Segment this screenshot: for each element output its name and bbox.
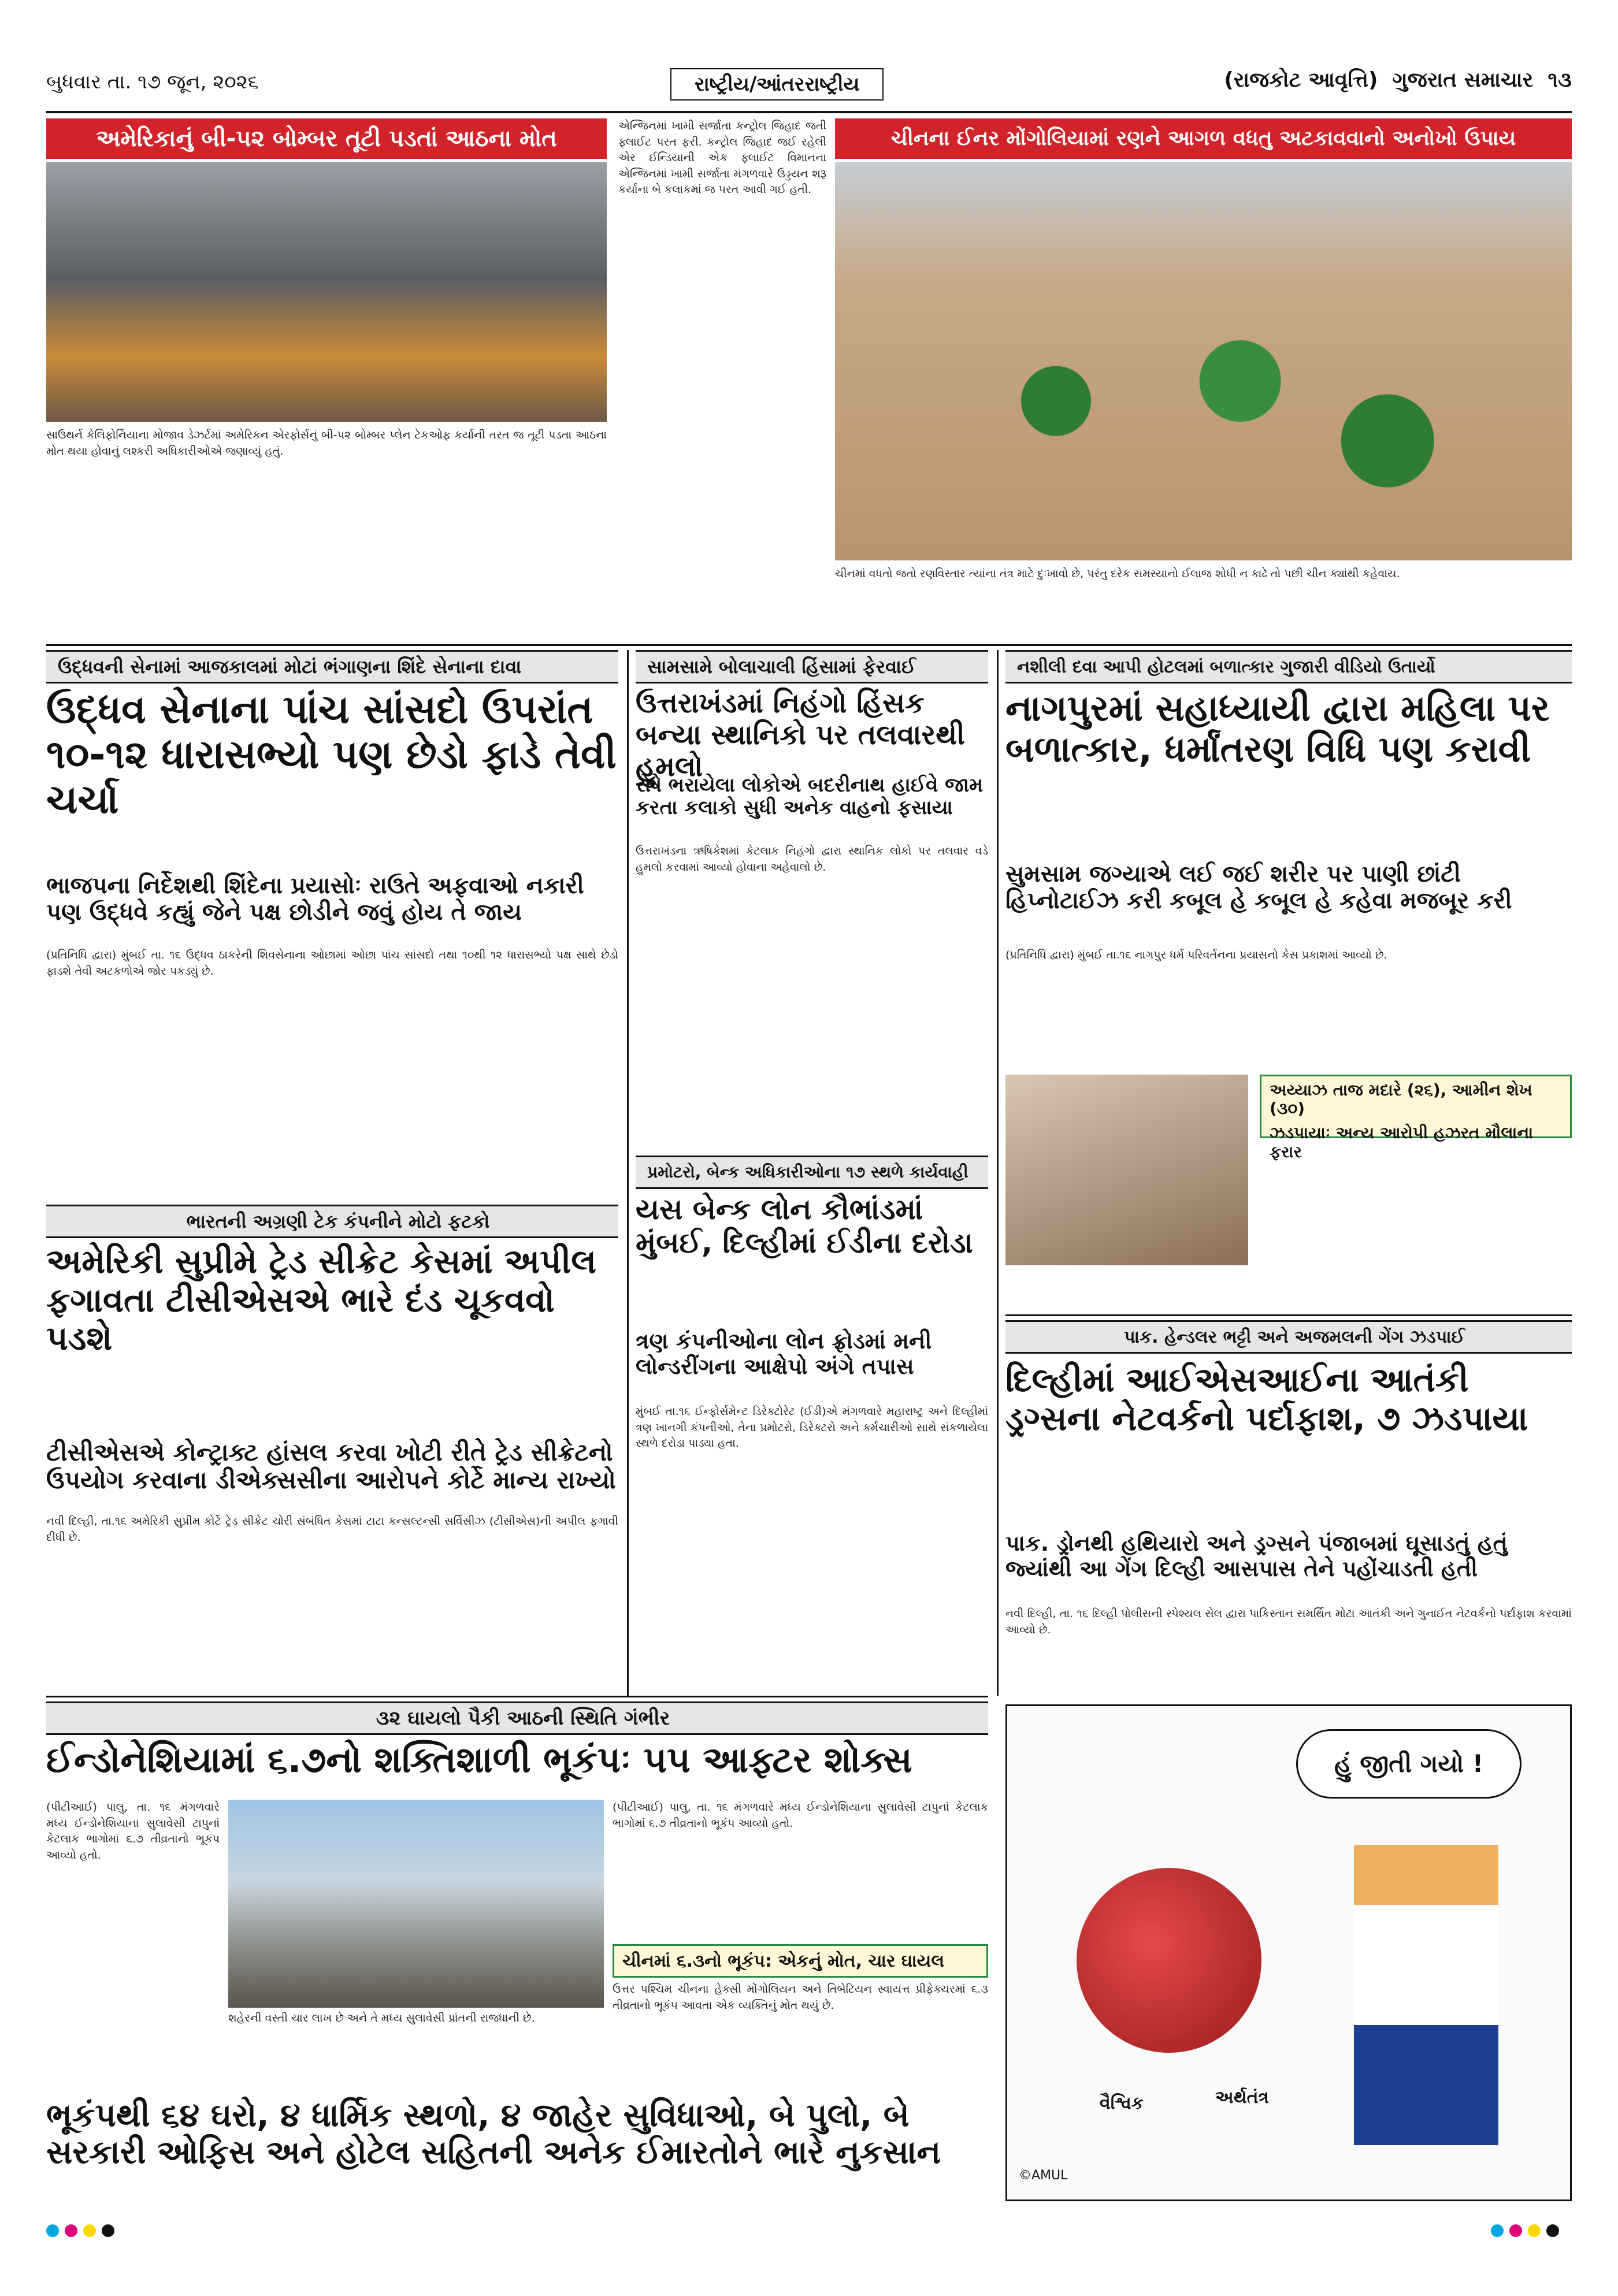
story2-caption: ચીનમાં વધતો જતો રણવિસ્તાર ત્યાંના તંત્ર માટે દુઃખાવો છે, પરંતુ દરેક સમસ્યાનો ઈલાજ શોધી ન કાઢે તો પછી ચીન ક્યાંથી કહેવાય. [835,567,1400,580]
page-number: ૧૩ [1548,68,1572,92]
story7-headline: નાગપુરમાં સહાધ્યાયી દ્વારા મહિલા પર બળાત્કાર, ધર્માંતરણ વિધિ પણ કરાવી [1005,687,1550,771]
cartoon-label-1: વૈશ્વિક [1100,2093,1144,2113]
story6-kicker: પ્રમોટરો, બેન્ક અધિકારીઓના ૧૭ સ્થળે કાર્યવાહી [636,1156,988,1189]
bomber-crash-photo [46,162,607,422]
story1-band: અમેરિકાનું બી-૫૨ બોમ્બર તૂટી પડતાં આઠના મોત [46,118,607,159]
story9-headline: ઈન્ડોનેશિયામાં ૬.૭નો શક્તિશાળી ભૂકંપઃ ૫૫ આફ્ટર શોક્સ [46,1738,912,1781]
story7-kicker: નશીલી દવા આપી હોટલમાં બળાત્કાર ગુજારી વીડિયો ઉતાર્યો [1005,650,1572,683]
editorial-cartoon [1005,1704,1572,2201]
story3-body: (પ્રતિનિધિ દ્વારા) મુંબઈ તા. ૧૬ ઉદ્ધવ ઠાકરેની શિવસેનાના ઓછામાં ઓછા પાંચ સાંસદો તથા ૧૦થી ૧૨ ધારાસભ્યો પક્ષ સાથે છેડો ફાડશે તેવી અટકળોએ જોર પકડ્યું છે. [46,949,618,978]
earthquake-damage-photo [228,1800,604,2008]
registration-marks-right [1491,2224,1559,2237]
magenta-dot [1509,2224,1522,2237]
story1-caption: સાઉથર્ન કેલિફોર્નિયાના મોજાવ ડેઝર્ટમાં અમેરિકન એરફોર્સનું બી-૫૨ બોમ્બર પ્લેન ટેકઓફ કર્યાની તરત જ તૂટી પડતા આઠના મોત થયા હોવાનું લશ્કરી અધિકારીઓએ જણાવ્યું હતું. [46,429,607,458]
issue-date: બુધવાર તા. ૧૭ જૂન, ૨૦૨૬ [46,70,259,94]
story3-sub: ભાજપના નિર્દેશથી શિંદેના પ્રયાસોઃ રાઉતે અફવાઓ નકારી પણ ઉદ્ધવે કહ્યું જેને પક્ષ છોડીને જવું હોય તે જાય [46,872,584,926]
speech-bubble: હું જીતી ગયો ! [1296,1729,1521,1799]
story4-sub: ટીસીએસએ કોન્ટ્રાક્ટ હાંસલ કરવા ખોટી રીતે ટ્રેડ સીક્રેટનો ઉપયોગ કરવાના ડીએક્સસીના આરોપને કોર્ટે માન્ય રાખ્યો [46,1438,616,1495]
story9-body: (પીટીઆઈ) પાલુ, તા. ૧૬ મંગળવારે મધ્ય ઈન્ડોનેશિયાના સુલાવેસી ટાપુનાં કેટલાક ભાગોમાં ૬.૭ તીવ્રતાનો ભૂકંપ આવ્યો હતો. [46,1801,220,1862]
story10-body: ઉત્તર પશ્ચિમ ચીનના હેક્સી મોંગોલિયન અને તિબેટિયન સ્વાયત્ત પ્રીફેક્ચરમાં ૬.૩ તીવ્રતાનો ભૂકંપ આવતા એક વ્યક્તિનું મોત થયું છે. [613,1983,988,2012]
china-quake-box [613,1944,988,1978]
accused-line1: અય્યાઝ તાજ મદારે (૨૬), આમીન શેખ (૩૦) [1270,1080,1532,1119]
yellow-dot [1528,2224,1541,2237]
cyan-dot [46,2224,59,2237]
section-title: રાષ્ટ્રીય/આંતરરાષ્ટ્રીય [670,68,884,101]
story9-bottom-headline: ભૂકંપથી ૬૪ ઘરો, ૪ ધાર્મિક સ્થળો, ૪ જાહેર સુવિધાઓ, બે પુલો, બે સરકારી ઓફિસ અને હોટેલ સહિતની અનેક ઈમારતોને ભારે નુકસાન [46,2097,941,2172]
story8-headline: દિલ્હીમાં આઈએસઆઈના આતંકી ડ્રગ્સના નેટવર્કનો પર્દાફાશ, ૭ ઝડપાયા [1005,1360,1528,1438]
masthead [46,58,1572,113]
story7-sub: સુમસામ જગ્યાએ લઈ જઈ શરીર પર પાણી છાંટી હિપ્નોટાઈઝ કરી કબૂલ હે કબૂલ હે કહેવા મજબૂર કરી [1005,861,1512,914]
story8-sub: પાક. ડ્રોનથી હથિયારો અને ડ્રગ્સને પંજાબમાં ઘૂસાડતું હતું જ્યાંથી આ ગેંગ દિલ્હી આસપાસ તેને પહોંચાડતી હતી [1005,1530,1508,1581]
story3-headline: ઉદ્ધવ સેનાના પાંચ સાંસદો ઉપરાંત ૧૦-૧૨ ધારાસભ્યો પણ છેડો ફાડે તેવી ચર્ચા [46,687,617,823]
globe-figure [1077,1868,1261,2053]
story5-kicker: સામસામે બોલાચાલી હિંસામાં ફેરવાઈ [636,650,988,683]
story9-body2: (પીટીઆઈ) પાલુ, તા. ૧૬ મંગળવારે મધ્ય ઈન્ડોનેશિયાના સુલાવેસી ટાપુનાં કેટલાક ભાગોમાં ૬.૭ તીવ્રતાનો ભૂકંપ આવ્યો હતો. [613,1801,988,1830]
story5-headline: ઉત્તરાખંડમાં નિહંગો હિંસક બન્યા સ્થાનિકો પર તલવારથી હુમલો [636,687,965,783]
story5-body: ઉત્તરાખંડના ઋષિકેશમાં કેટલાક નિહંગો દ્વારા સ્થાનિક લોકો પર તલવાર વડે હુમલો કરવામાં આવ્યો હોવાના અહેવાલો છે. [636,845,988,874]
story4-kicker: ભારતની અગ્રણી ટેક કંપનીને મોટો ફટકો [46,1205,618,1238]
edition-label: (રાજકોટ આવૃત્તિ) ગુજરાત સમાચાર ૧૩ [1224,68,1572,92]
story6-body: મુંબઈ તા.૧૬ ઈન્ફોર્સમેન્ટ ડિરેક્ટોરેટ (ઈડી)એ મંગળવારે મહારાષ્ટ્ર અને દિલ્હીમાં ત્રણ ખાનગી કંપનીઓ, તેના પ્રમોટરો, ડિરેક્ટરો અને કર્મચારીઓ સાથે સંકળાયેલા સ્થળે દરોડા પાડ્યા હતા. [636,1405,988,1450]
desert-farmland-photo [835,162,1572,560]
victim-photo [1005,1075,1248,1265]
story1-column: એન્જિનમાં ખામી સર્જાતા કન્ટ્રોલ જિહાદ જતી ફ્લાઈટ પરત ફરી. કન્ટ્રોલ જિહાદ જઈ રહેલી એર ઈન્ડિયાની એક ફ્લાઈટ વિમાનના એન્જિનમાં ખામી સર્જાતા મંગળવારે ઉડ્ડયન શરૂ કર્યાના બે કલાકમાં જ પરત આવી ગઈ હતી. [618,120,826,196]
china-quake-title: ચીનમાં ૬.૩નો ભૂકંપ: એકનું મોત, ચાર ઘાયલ [622,1951,944,1971]
story2-band: ચીનના ઈનર મોંગોલિયામાં રણને આગળ વધતુ અટકાવવાનો અનોખો ઉપાય [835,118,1572,159]
registration-marks-left [46,2224,114,2237]
cyan-dot [1491,2224,1504,2237]
story5-sub: રોષે ભરાયેલા લોકોએ બદરીનાથ હાઈવે જામ કરતા કલાકો સુધી અનેક વાહનો ફસાયા [636,774,984,820]
story8-body: નવી દિલ્હી, તા. ૧૬ દિલ્હી પોલીસની સ્પેશ્યલ સેલ દ્વારા પાકિસ્તાન સમર્થિત મોટા આતંકી અને ગુનાઈત નેટવર્કનો પર્દાફાશ કરવામાં આવ્યો છે. [1005,1607,1572,1636]
boxer-figure [1354,1845,1498,2145]
black-dot [102,2224,114,2237]
story9-kicker: ૩૨ ઘાયલો પૈકી આઠની સ્થિતિ ગંભીર [46,1701,988,1735]
story4-body: નવી દિલ્હી, તા.૧૬ અમેરિકી સુપ્રીમ કોર્ટે ટ્રેડ સીક્રેટ ચોરી સંબંધિત કેસમાં ટાટા કન્સલ્ટન્સી સર્વિસીઝ (ટીસીએસ)ની અપીલ ફગાવી દીધી છે. [46,1515,618,1544]
yellow-dot [83,2224,96,2237]
story7-body: (પ્રતિનિધિ દ્વારા) મુંબઈ તા.૧૬ નાગપુર ધર્મ પરિવર્તનના પ્રયાસનો કેસ પ્રકાશમાં આવ્યો છે. [1005,949,1387,961]
story6-sub: ત્રણ કંપનીઓના લોન ફ્રોડમાં મની લોન્ડરીંગના આક્ષેપો અંગે તપાસ [636,1328,932,1379]
accused-line2: ઝડપાયાઃ અન્ય આરોપી હઝરત મૌલાના ફરાર [1270,1123,1534,1161]
accused-box [1260,1075,1572,1161]
story4-headline: અમેરિકી સુપ્રીમે ટ્રેડ સીક્રેટ કેસમાં અપીલ ફગાવતા ટીસીએસએ ભારે દંડ ચૂકવવો પડશે [46,1242,597,1358]
magenta-dot [65,2224,77,2237]
story9-caption: શહેરની વસ્તી ચાર લાખ છે અને તે મધ્ય સુલાવેસી પ્રાંતની રાજધાની છે. [228,2012,535,2024]
black-dot [1546,2224,1559,2237]
story3-kicker: ઉદ્ધવની સેનામાં આજકાલમાં મોટાં ભંગાણના શિંદે સેનાના દાવા [46,650,618,683]
cartoon-signature: ©AMUL [1019,2168,1068,2183]
story8-kicker: પાક. હેન્ડલર ભટ્ટી અને અજમલની ગેંગ ઝડપાઈ [1005,1320,1572,1354]
cartoon-label-2: અર્થતંત્ર [1215,2087,1269,2108]
paper-name: ગુજરાત સમાચાર [1392,68,1534,92]
story6-headline: યસ બેન્ક લોન કૌભાંડમાં મુંબઈ, દિલ્હીમાં ઈડીના દરોડા [636,1192,973,1260]
